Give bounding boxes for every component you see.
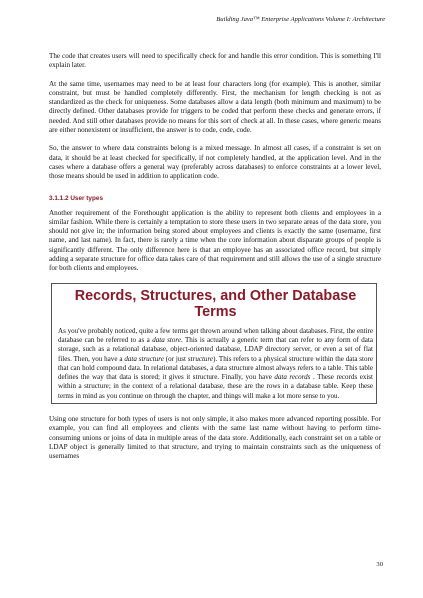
sidebar-text: (or just xyxy=(163,354,188,363)
sidebar-text: . This is actually a generic term that can refer to any form of data storage, such as a relational database, object-oriented database, LDAP directory server, or even a set of flat files. Then, you have a xyxy=(58,335,373,363)
sidebar-text: . These records exist within a structure; in the context of a relational database, these are the rows in a database table. Keep these terms in mind as you continue on through the chapter, and things will make a lot more sense to you. xyxy=(58,373,374,400)
term-data-structure: data structure xyxy=(124,354,164,363)
page-number: 30 xyxy=(376,561,383,568)
paragraph-length-constraint: At the same time, usernames may need to be at least four characters long (for example). This is another, similar constraint, but must be handled completely differently. First, the mechanism for length checking is not as standardized as the check for uniqueness. Some databases allow a data length (both minimum and maximum) to be directly defined. Other databases provide for triggers to be coded that perform these checks and generate errors, if needed. And still other databases provide no means for this sort of check at all. In these cases, where generic means are either nonexistent or insufficient, the answer is to code, code, code. xyxy=(49,79,381,135)
sidebar-text: As you've probably noticed, quite a few terms get thrown around when talking about databases. First, the entire database can be referred to as a xyxy=(58,326,373,344)
page-content xyxy=(49,52,381,471)
sidebar-body xyxy=(58,327,373,401)
paragraph-error-handling: The code that creates users will need to specifically check for and handle this error condition. This is something I'll explain later. xyxy=(49,52,381,70)
paragraph-single-structure: Using one structure for both types of users is not only simple, it also makes more advanced reporting possible. For example, you can find all employees and clients with the same last name without having to perform time-consuming unions or joins of data in multiple areas of the data store. Additionally, each constraint set on a table or LDAP object is generally limited to that structure, and trying to maintain constraints such as the uniqueness of usernames xyxy=(49,415,381,461)
section-heading-user-types: 3.1.1.2 User types xyxy=(49,194,103,202)
sidebar-box-database-terms xyxy=(51,283,377,404)
running-header: Building Java™ Enterprise Applications Volume I: Architecture xyxy=(216,16,385,23)
term-data-store: data store xyxy=(152,335,181,344)
paragraph-user-types: Another requirement of the Forethought application is the ability to represent both clients and employees in a similar fashion. While there is certainly a temptation to store these users in two separate areas of the data store, you should not give in; the information being stored about employees and clients is exactly the same (username, first name, and last name). In fact, there is rarely a time when the core information about disparate groups of people is significantly different. The only difference here is that an employee has an associated office record, but simply adding a separate structure for office data takes care of that requirement and still allows the use of a single structure for both clients and employees. xyxy=(49,208,381,273)
paragraph-constraint-placement: So, the answer to where data constraints belong is a mixed message. In almost all cases, if a constraint is set on data, it should be at least checked for specifically, if not completely handled, at the application level. And in the cases where a database offers a general way (preferably across databases) to enforce constraints at a lower level, those means should be used in addition to application code. xyxy=(49,144,381,181)
sidebar-text: ). This refers to a physical structure within the data store that can hold compound data. In relational databases, a data structure almost always refers to a table. This table defines the way that data is stored; it gives it structure. Finally, you have xyxy=(58,354,373,382)
sidebar-title: Records, Structures, and Other Database Terms xyxy=(74,287,357,321)
term-structure: structure xyxy=(187,354,214,363)
term-data-records: data records xyxy=(274,373,311,382)
